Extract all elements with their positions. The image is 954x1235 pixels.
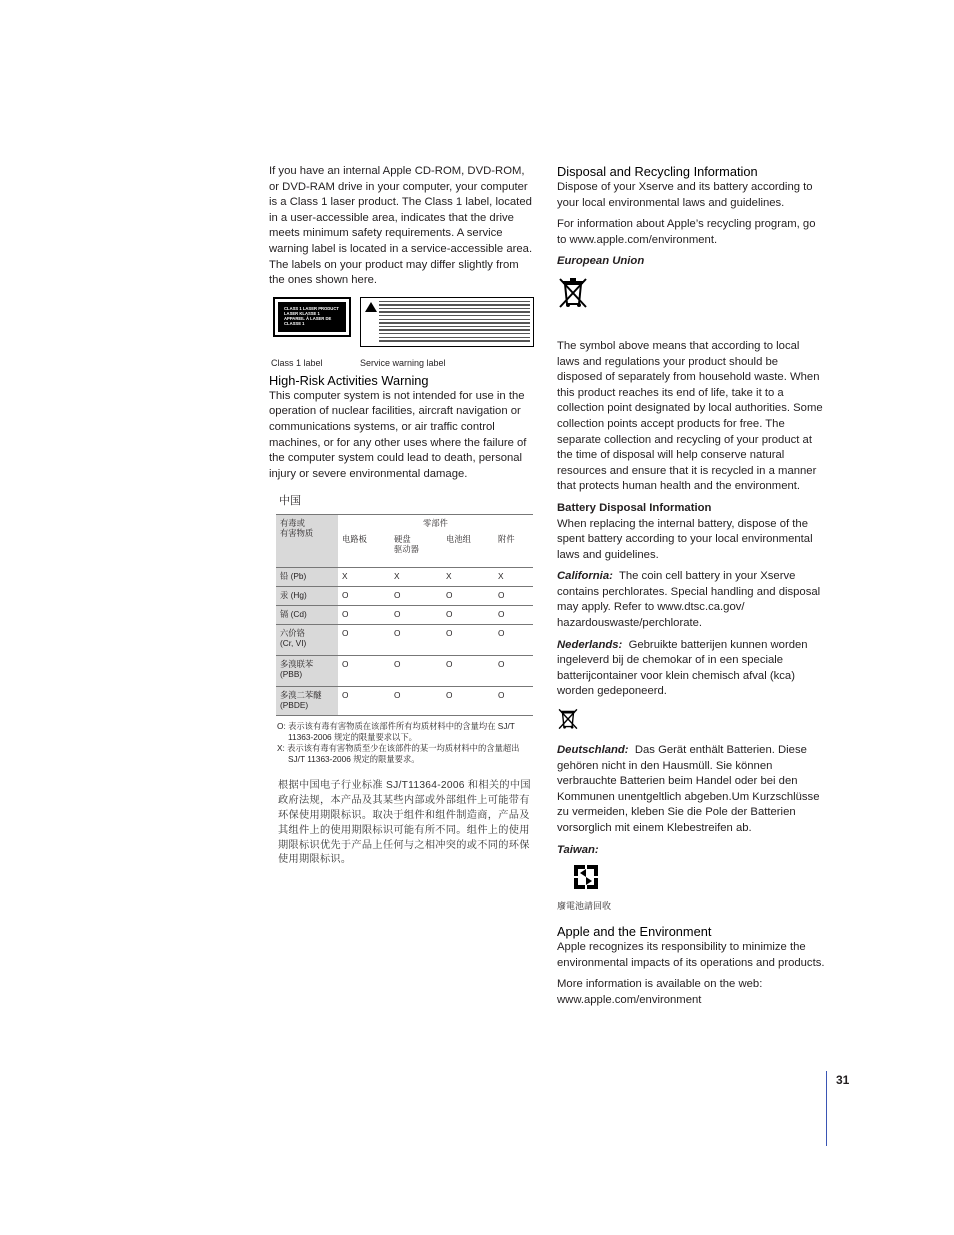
highrisk-title: High-Risk Activities Warning xyxy=(269,372,429,388)
table-row: 汞 (Hg) O O O O xyxy=(276,587,533,606)
nl-paragraph: Nederlands: Gebruikte batterijen kunnen worden ingeleverd bij de chemokar of in een speciale batterijcontainer voor klein chemisch afval (kca) worden gedeponeerd. xyxy=(557,638,808,698)
warning-triangle-icon xyxy=(365,302,377,312)
class1-label-image: CLASS 1 LASER PRODUCT LASER KLASSE 1 APPAREIL À LASER DE CLASSE 1 xyxy=(273,297,351,337)
battery-text: When replacing the internal battery, dispose of the spent battery according to your local environmental laws and guidelines. xyxy=(557,517,813,561)
taiwan-recycle-icon xyxy=(571,862,825,897)
right-column xyxy=(557,164,825,1009)
page-number: 31 xyxy=(836,1073,850,1087)
battery-title: Battery Disposal Information xyxy=(557,501,712,514)
tw-title: Taiwan: xyxy=(557,843,599,856)
eu-title: European Union xyxy=(557,255,645,268)
table-row: 镉 (Cd) O O O O xyxy=(276,606,533,625)
table-row: 铅 (Pb) X X X X xyxy=(276,568,533,587)
col-header: 硬盘 驱动器 xyxy=(390,531,442,568)
disposal-text: Dispose of your Xserve and its battery according to your local environmental laws and guidelines. xyxy=(557,181,813,209)
parts-header: 零部件 xyxy=(338,515,533,532)
environment-more: More information is available on the web: www.apple.com/environment xyxy=(557,978,763,1006)
col-header: 附件 xyxy=(494,531,533,568)
table-row: 多溴二苯醚 (PBDE) O O O O xyxy=(276,687,533,716)
note-o: O: 表示该有毒有害物质在该部件所有均质材料中的含量均在 SJ/T 11363-2006 规定的限量要求以下。 xyxy=(277,721,515,743)
crossed-bin-icon xyxy=(557,276,825,315)
table-row: 六价铬 (Cr, VI) O O O O xyxy=(276,625,533,656)
china-heading: 中国 xyxy=(279,495,301,508)
rohs-table xyxy=(276,514,533,716)
col-header: 电路板 xyxy=(338,531,390,568)
california-paragraph: California: The coin cell battery in your Xserve contains perchlorates. Special handling and disposal may apply. Refer to www.dtsc.ca.gov/ hazardouswaste/perchlorate. xyxy=(557,570,821,630)
laser-intro: If you have an internal Apple CD-ROM, DVD-ROM, or DVD-RAM drive in your computer, your computer is a Class 1 laser product. The Class 1 label, located in a user-accessible area, indicates that the drive meets minimum safety requirements. A service warning label is located in a service-accessible area. The labels on your product may differ slightly from the ones shown here. xyxy=(269,165,533,287)
col-header: 电池组 xyxy=(442,531,494,568)
environment-title: Apple and the Environment xyxy=(557,924,712,940)
highrisk-text: This computer system is not intended for use in the operation of nuclear facilities, aircraft navigation or communications systems, or air traffic control machines, or for any other uses where the failure of the computer system could lead to death, personal injury or severe environmental damage. xyxy=(269,389,527,480)
left-column xyxy=(269,164,535,868)
service-label-caption: Service warning label xyxy=(360,357,446,368)
table-notes xyxy=(277,721,527,765)
de-paragraph: Deutschland: Das Gerät enthält Batterien. Diese gehören nicht in den Hausmüll. Sie können verbrauchte Batterien beim Handel oder bei den Kommunen unentgeltlich abgeben.Um Kurzschlüsse zu vermeiden, kleben Sie die Pole der Batterien vorsorglich mit einem Klebestreifen ab. xyxy=(557,744,820,834)
service-warning-label-image xyxy=(360,297,534,347)
table-row: 多溴联苯 (PBB) O O O O xyxy=(276,656,533,687)
laser-labels xyxy=(269,297,535,368)
china-paragraph: 根据中国电子行业标准 SJ/T11364-2006 和相关的中国政府法规，本产品及其某些内部或外部组件上可能带有环保使用期限标识。取决于组件和组件制造商，产品及其组件上的使用期限标识可能有所不同。组件上的使用期限标识优先于产品上任何与之相冲突的或不同的环保使用期限标识。 xyxy=(278,780,531,866)
environment-text: Apple recognizes its responsibility to minimize the environmental impacts of its operations and products. xyxy=(557,941,825,969)
table-corner: 有毒或 有害物质 xyxy=(276,515,338,568)
recycle-text: For information about Apple’s recycling program, go to www.apple.com/environment. xyxy=(557,218,816,246)
crossed-bin-icon xyxy=(557,706,825,737)
taiwan-caption: 廢電池請回收 xyxy=(557,901,612,912)
class1-label-caption: Class 1 label xyxy=(271,357,323,368)
note-x: X: 表示该有毒有害物质至少在该部件的某一均质材料中的含量超出 SJ/T 11363-2006 规定的限量要求。 xyxy=(277,743,520,765)
eu-text: The symbol above means that according to local laws and regulations your product should be disposed of separately from household waste. When this product reaches its end of life, take it to a collection point designated by local authorities. Some collection points accept products for free. The separate collection and recycling of your product at the time of disposal will help conserve natural resources and ensure that it is recycled in a manner that protects human health and the environment. xyxy=(557,339,823,493)
disposal-title: Disposal and Recycling Information xyxy=(557,164,758,179)
page-rule xyxy=(826,1071,827,1146)
